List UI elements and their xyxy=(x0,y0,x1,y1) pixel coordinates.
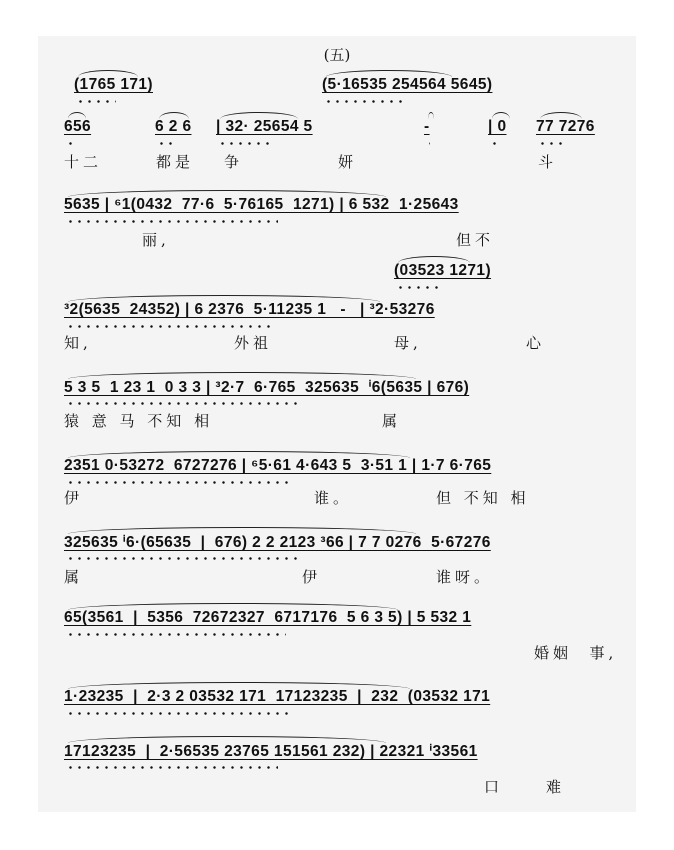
slur-mark xyxy=(326,70,452,77)
slur-mark xyxy=(220,112,298,119)
octave-dots xyxy=(66,325,274,328)
octave-dots xyxy=(66,633,286,636)
slur-mark xyxy=(428,112,434,119)
lyric-text: 十二 xyxy=(64,153,103,171)
slur-mark xyxy=(68,372,416,379)
slur-mark xyxy=(68,190,386,197)
octave-dots xyxy=(66,220,278,223)
lyric-text: 丽, xyxy=(142,231,170,249)
notation-segment: (5·16535 254564 5645) xyxy=(322,76,493,93)
octave-dots xyxy=(66,557,298,560)
lyric-text: 争 xyxy=(224,153,244,171)
slur-mark xyxy=(68,451,410,458)
octave-dots xyxy=(157,142,177,145)
octave-dots xyxy=(538,142,566,145)
octave-dots xyxy=(66,481,294,484)
lyric-text: 但不 xyxy=(456,231,495,249)
notation-segment: - xyxy=(424,118,430,135)
lyric-text: 婚姻 事, xyxy=(534,644,618,662)
octave-dots xyxy=(66,402,298,405)
notation-segment: ³2(5635 24352) | 6 2376 5·11235 1 - | ³2·53276 xyxy=(64,301,435,318)
lyric-text: 谁。 xyxy=(314,489,353,507)
octave-dots xyxy=(324,100,408,103)
lyric-text: 伊 xyxy=(64,489,84,507)
notation-segment: 77 7276 xyxy=(536,118,595,135)
octave-dots xyxy=(76,100,116,103)
slur-mark xyxy=(68,603,398,610)
lyric-text: 属 xyxy=(64,568,84,586)
notation-segment: | 32· 25654 5 xyxy=(216,118,313,135)
notation-segment: | 0 xyxy=(488,118,507,135)
lyric-text: 知, xyxy=(64,334,92,352)
notation-segment: 1·23235 | 2·3 2 03532 171 17123235 | 232 (03532 171 xyxy=(64,688,491,705)
notation-segment: 17123235 | 2·56535 23765 151561 232) | 22321 ⁱ33561 xyxy=(64,743,478,760)
octave-dots xyxy=(218,142,270,145)
octave-dots xyxy=(66,766,278,769)
octave-dots xyxy=(66,142,78,145)
lyric-text: 都是 xyxy=(156,153,195,171)
slur-mark xyxy=(492,112,510,119)
slur-mark xyxy=(159,112,189,119)
notation-segment: (1765 171) xyxy=(74,76,153,93)
lyric-text: 难 xyxy=(546,778,566,796)
lyric-text: 猿 意 马 不知 相 xyxy=(64,412,214,430)
slur-mark xyxy=(398,256,470,263)
lyric-text: 母, xyxy=(394,334,422,352)
lyric-text: 谁呀。 xyxy=(436,568,494,586)
slur-mark xyxy=(68,295,380,302)
octave-dots xyxy=(396,286,444,289)
lyric-text: 斗 xyxy=(538,153,558,171)
slur-mark xyxy=(68,682,410,689)
notation-segment: 2351 0·53272 6727276 | ⁶5·61 4·643 5 3·51 1 | 1·7 6·765 xyxy=(64,457,492,474)
lyric-text: 属 xyxy=(382,412,402,430)
notation-segment: 656 xyxy=(64,118,92,135)
slur-mark xyxy=(78,70,138,77)
lyric-text: 妍 xyxy=(338,153,358,171)
octave-dots xyxy=(426,142,430,145)
slur-mark xyxy=(540,112,582,119)
lyric-text: 但 不知 相 xyxy=(436,489,530,507)
notation-segment: 65(3561 | 5356 72672327 6717176 5 6 3 5) | 5 532 1 xyxy=(64,609,472,626)
lyric-text: 心 xyxy=(526,334,546,352)
notation-segment: (03523 1271) xyxy=(394,262,492,279)
section-title: (五) xyxy=(323,46,351,64)
slur-mark xyxy=(68,527,416,534)
lyric-text: 伊 xyxy=(302,568,322,586)
slur-mark xyxy=(68,112,86,119)
notation-segment: 5 3 5 1 23 1 0 3 3 | ³2·7 6·765 325635 ⁱ6(5635 | 676) xyxy=(64,379,470,396)
octave-dots xyxy=(490,142,502,145)
lyric-text: 外祖 xyxy=(234,334,273,352)
notation-segment: 6 2 6 xyxy=(155,118,192,135)
slur-mark xyxy=(68,736,386,743)
lyric-text: 口 xyxy=(484,778,504,796)
score-sheet xyxy=(38,36,636,812)
notation-segment: 325635 ⁱ6·(65635 | 676) 2 2 2123 ³66 | 7 7 0276 5·67276 xyxy=(64,534,491,551)
octave-dots xyxy=(66,712,294,715)
notation-segment: 5635 | ⁶1(0432 77·6 5·76165 1271) | 6 532 1·25643 xyxy=(64,196,459,213)
